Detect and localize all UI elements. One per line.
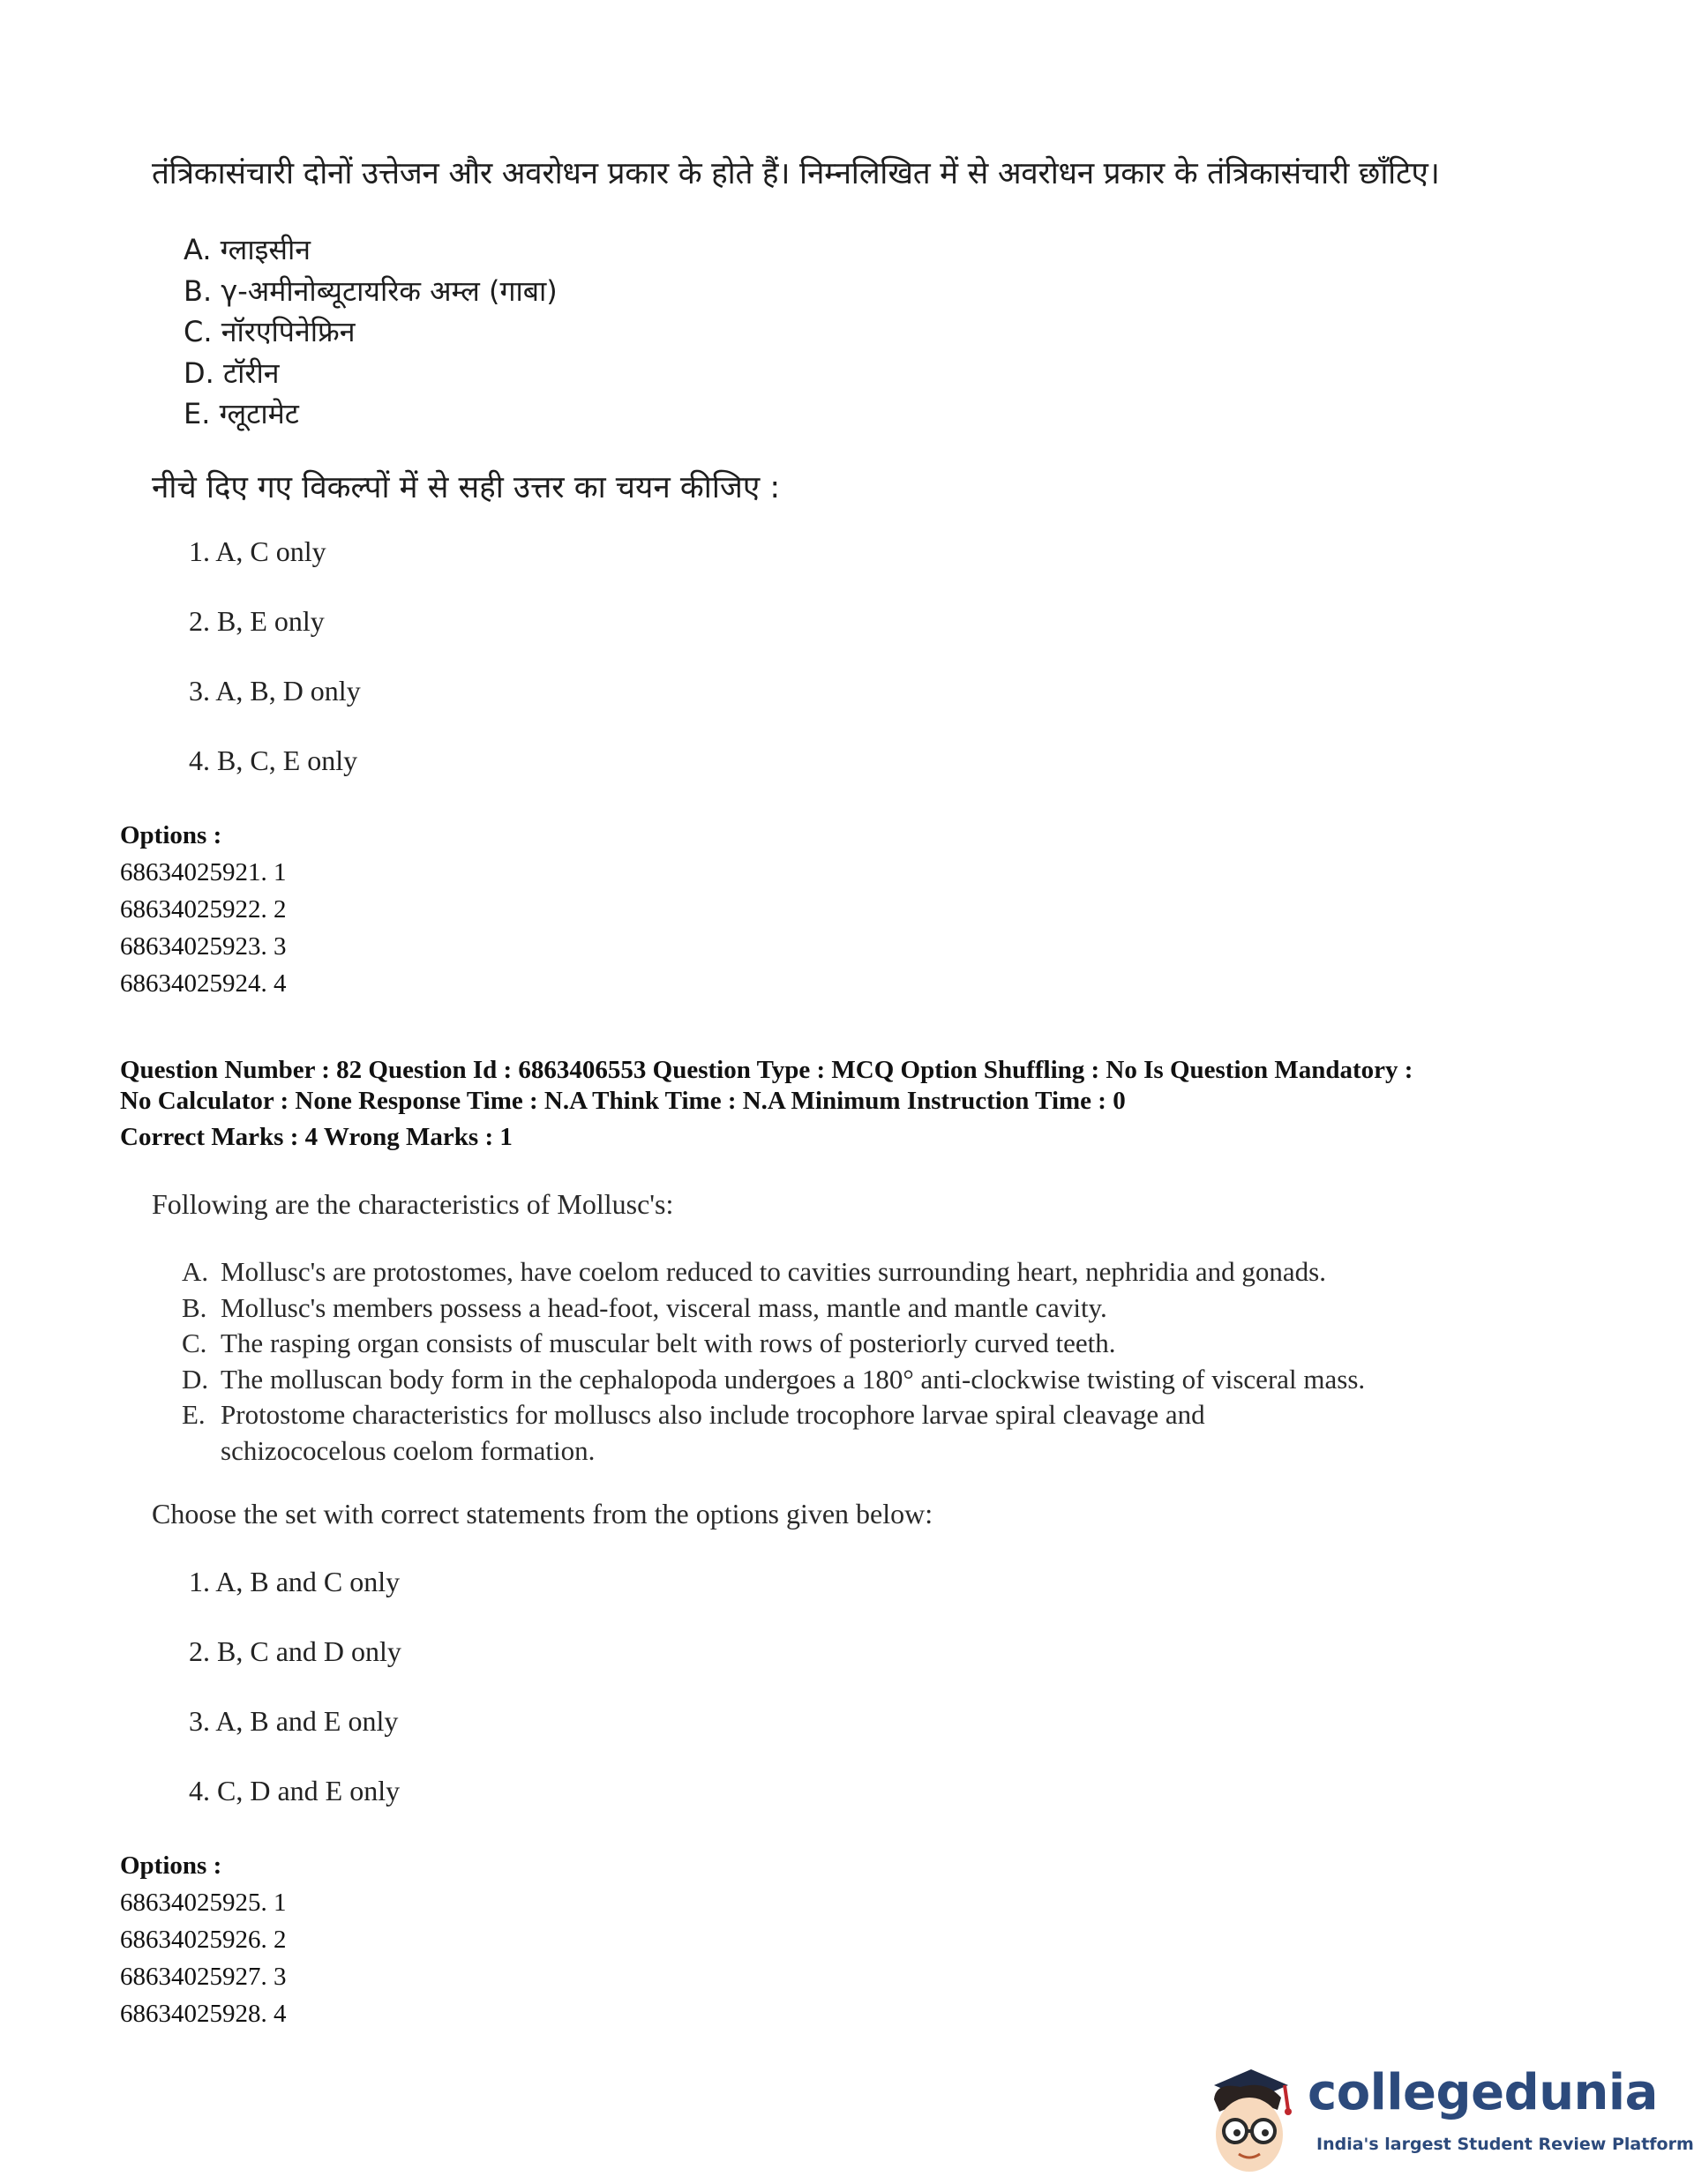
q81-options-block <box>120 817 287 1002</box>
q82-item <box>182 1254 1365 1290</box>
q82-item-continuation: schizococelous coelom formation. <box>221 1434 596 1466</box>
option-id: 68634025926. 2 <box>120 1926 287 1954</box>
q82-meta-line: Question Number : 82 Question Id : 6863406553 Question Type : MCQ Option Shuffling : No Is Question Mandatory : <box>120 1056 1413 1084</box>
q81-answer-choice: 2. B, E only <box>189 605 325 637</box>
q82-item <box>182 1290 1365 1327</box>
q82-item <box>182 1397 1365 1433</box>
mascot-icon <box>1196 2059 1311 2178</box>
q82-choose-instruction: Choose the set with correct statements from the options given below: <box>152 1498 933 1530</box>
options-label: Options : <box>120 821 222 849</box>
option-id: 68634025924. 4 <box>120 969 287 998</box>
q81-answer-choice: 3. A, B, D only <box>189 675 361 707</box>
q82-item-label: B. <box>182 1291 207 1323</box>
q82-answer-choice: 4. C, D and E only <box>189 1775 401 1806</box>
q82-answer-choice: 1. A, B and C only <box>189 1566 401 1597</box>
q81-item: D. टॉरीन <box>184 355 280 390</box>
q82-meta <box>120 1055 1532 1153</box>
q81-answer-list <box>189 517 361 796</box>
q82-stem: Following are the characteristics of Mollusc's: <box>152 1188 674 1220</box>
option-id: 68634025923. 3 <box>120 932 287 961</box>
q82-item-list <box>182 1254 1365 1469</box>
q81-item-list <box>184 229 558 435</box>
option-id: 68634025928. 4 <box>120 2000 287 2028</box>
q81-item: E. ग्लूटामेट <box>184 397 299 430</box>
options-label: Options : <box>120 1851 222 1880</box>
q82-answer-choice: 2. B, C and D only <box>189 1635 401 1667</box>
q82-item-text: Mollusc's are protostomes, have coelom reduced to cavities surrounding heart, nephridia and gonads. <box>221 1256 1326 1287</box>
q82-item-label: D. <box>182 1363 209 1395</box>
q81-stem: तंत्रिकासंचारी दोनों उत्तेजन और अवरोधन प्रकार के होते हैं। निम्नलिखित में से अवरोधन प्रकार के तंत्रिकासंचारी छाँटिए। <box>152 156 1440 191</box>
q82-item-text: Mollusc's members possess a head-foot, visceral mass, mantle and mantle cavity. <box>221 1291 1107 1323</box>
option-id: 68634025922. 2 <box>120 895 287 924</box>
q81-item: C. नॉरएपिनेफ्रिन <box>184 315 356 348</box>
q82-item-label: E. <box>182 1399 206 1430</box>
q82-marks: Correct Marks : 4 Wrong Marks : 1 <box>120 1123 513 1151</box>
q81-item: A. ग्लाइसीन <box>184 233 311 266</box>
q82-item-text: Protostome characteristics for molluscs also include trocophore larvae spiral cleavage and <box>221 1399 1205 1430</box>
q82-item <box>182 1362 1365 1398</box>
q82-meta-line: No Calculator : None Response Time : N.A Think Time : N.A Minimum Instruction Time : 0 <box>120 1087 1126 1115</box>
q81-item: B. γ-अमीनोब्यूटायरिक अम्ल (गाबा) <box>184 273 558 308</box>
q81-answer-choice: 1. A, C only <box>189 535 326 567</box>
q82-item-label: A. <box>182 1256 209 1287</box>
q81-answer-choice: 4. B, C, E only <box>189 744 358 776</box>
option-id: 68634025925. 1 <box>120 1889 287 1917</box>
q82-item-text: The rasping organ consists of muscular belt with rows of posteriorly curved teeth. <box>221 1328 1116 1358</box>
q81-choose-instruction: नीचे दिए गए विकल्पों में से सही उत्तर का चयन कीजिए : <box>152 470 781 505</box>
q82-item-label: C. <box>182 1328 207 1358</box>
option-id: 68634025927. 3 <box>120 1963 287 1991</box>
q82-answer-list <box>189 1547 401 1826</box>
q82-item-text: The molluscan body form in the cephalopoda undergoes a 180° anti-clockwise twisting of visceral mass. <box>221 1363 1366 1395</box>
q82-item <box>182 1326 1365 1362</box>
brand-tagline: India's largest Student Review Platform <box>1316 2135 1694 2154</box>
q82-answer-choice: 3. A, B and E only <box>189 1705 399 1737</box>
q82-options-block <box>120 1847 287 2032</box>
option-id: 68634025921. 1 <box>120 858 287 886</box>
brand-logo-text: collegedunia <box>1308 2064 1658 2121</box>
